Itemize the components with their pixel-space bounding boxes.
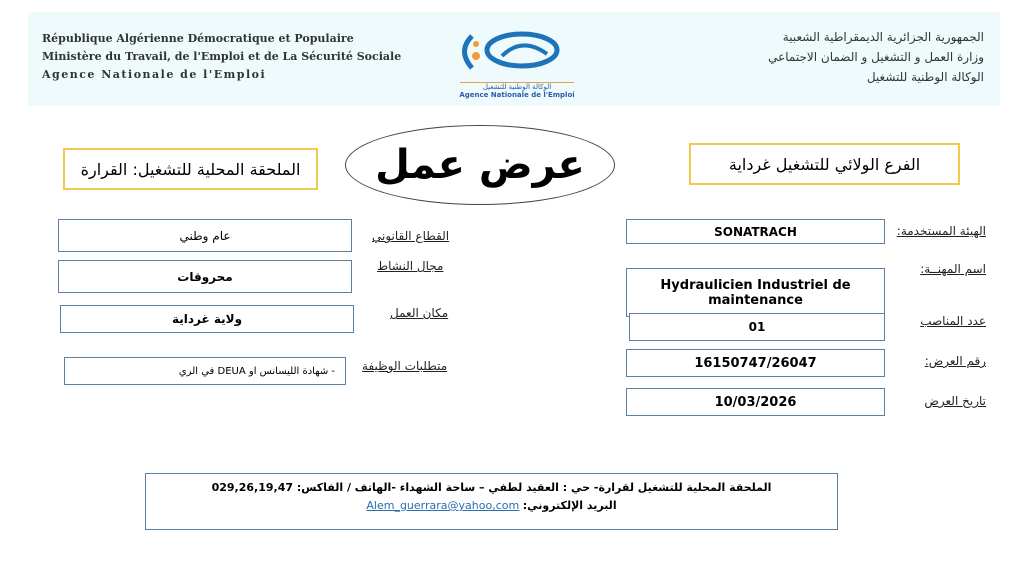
- header-fr-line1: République Algérienne Démocratique et Populaire: [42, 32, 354, 45]
- legal-sector-label: القطاع القانوني: [372, 229, 450, 243]
- job-title-value: Hydraulicien Industriel de maintenance: [626, 268, 885, 317]
- employer-value: SONATRACH: [626, 219, 885, 244]
- job-requirements-value: - شهادة الليسانس او DEUA في الري: [64, 357, 346, 385]
- job-requirements-label: متطلبات الوظيفة: [362, 359, 448, 373]
- header-fr-line2: Ministère du Travail, de l'Emploi et de La Sécurité Sociale: [42, 50, 402, 63]
- header-ar-line3: الوكالة الوطنية للتشغيل: [866, 70, 984, 84]
- logo-fr-text: Agence Nationale de l'Emploi: [459, 91, 575, 99]
- employer-label: الهيئة المستخدمة:: [896, 224, 986, 238]
- positions-count-label: عدد المناصب: [920, 314, 986, 328]
- contact-box: [145, 473, 838, 530]
- header-ar-line2: وزارة العمل و التشغيل و الضمان الاجتماعي: [768, 50, 984, 64]
- job-offer-title: عرض عمل: [345, 125, 615, 205]
- header-fr-line3: Agence Nationale de l'Emploi: [42, 68, 267, 81]
- anem-logo: [452, 26, 582, 104]
- regional-branch-title: الفرع الولائي للتشغيل غرداية: [689, 143, 960, 185]
- workplace-value: ولاية غرداية: [60, 305, 354, 333]
- activity-field-value: محروقات: [58, 260, 352, 293]
- logo-ar-text: الوكالة الوطنية للتشغيل: [460, 82, 574, 91]
- email-label: البريد الإلكتروني:: [522, 499, 617, 512]
- local-agency-title: الملحقة المحلية للتشغيل: القرارة: [63, 148, 318, 190]
- offer-date-value: 10/03/2026: [626, 388, 885, 416]
- activity-field-label: مجال النشاط: [377, 259, 444, 273]
- header-ar-line1: الجمهورية الجزائرية الديمقراطية الشعبية: [782, 30, 984, 44]
- workplace-label: مكان العمل: [390, 306, 449, 320]
- offer-date-label: تاريخ العرض: [924, 394, 986, 408]
- positions-count-value: 01: [629, 313, 885, 341]
- legal-sector-value: عام وطني: [58, 219, 352, 252]
- logo-emblem-icon: [452, 26, 582, 76]
- offer-number-label: رقم العرض:: [924, 354, 986, 368]
- offer-number-value: 16150747/26047: [626, 349, 885, 377]
- job-title-label: اسم المهنــة:: [920, 262, 986, 276]
- email-link[interactable]: Alem_guerrara@yahoo,com: [366, 499, 520, 512]
- contact-address: الملحقة المحلية للتشغيل لقرارة- حي : العقيد لطفي – ساحة الشهداء -الهاتف / الفاكس: 029,26,19,47: [211, 481, 772, 494]
